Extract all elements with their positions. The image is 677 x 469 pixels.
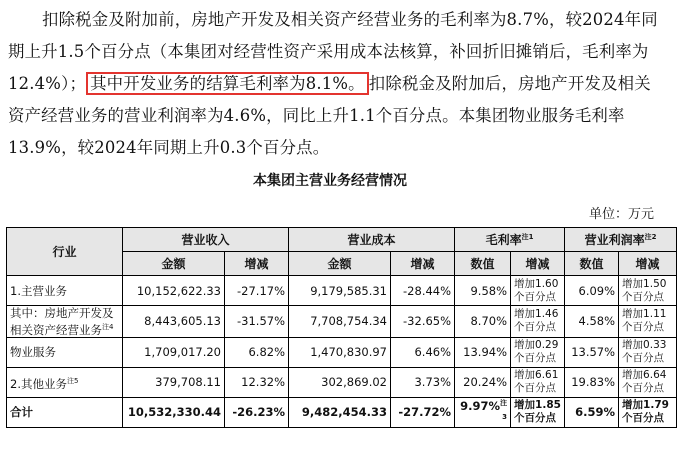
report-paragraph (8, 4, 660, 164)
revenue-cell: 1,709,017.20 (123, 337, 225, 367)
op-margin-cell: 6.09% (565, 276, 619, 306)
unit-label: 单位：万元 (588, 207, 654, 222)
revenue-change-cell: 6.82% (225, 337, 289, 367)
revenue-change-cell: -26.23% (225, 397, 289, 427)
subheader-value: 数值 (565, 252, 619, 276)
paragraph-part-2: 扣除税金及附加后，房地产开发及相关资产经营业务的营业利润率为4.6%，同比上升1.1个百分点。本集团物业服务毛利率13.9%，较2024年同期上升0.3个百分点。 (8, 74, 651, 157)
op-margin-change-cell: 增加1.11个百分点 (619, 306, 677, 338)
gross-margin-cell: 20.24% (455, 367, 511, 397)
header-industry: 行业 (7, 228, 123, 276)
op-margin-cell: 13.57% (565, 337, 619, 367)
revenue-cell: 10,152,622.33 (123, 276, 225, 306)
cost-cell: 1,470,830.97 (289, 337, 391, 367)
cost-change-cell: -28.44% (391, 276, 455, 306)
revenue-cell: 10,532,330.44 (123, 397, 225, 427)
revenue-change-cell: -27.17% (225, 276, 289, 306)
business-table (6, 227, 677, 428)
table-row (7, 276, 677, 306)
total-row (7, 397, 677, 427)
gross-margin-change-cell: 增加1.46个百分点 (511, 306, 565, 338)
cost-change-cell: -27.72% (391, 397, 455, 427)
op-margin-change-cell: 增加1.79个百分点 (619, 397, 677, 427)
row-name: 1.主营业务 (7, 276, 123, 306)
gross-margin-cell: 9.58% (455, 276, 511, 306)
subheader-change: 增减 (511, 252, 565, 276)
op-margin-change-cell: 增加6.64个百分点 (619, 367, 677, 397)
gross-margin-cell: 13.94% (455, 337, 511, 367)
subheader-amount: 金额 (123, 252, 225, 276)
revenue-cell: 8,443,605.13 (123, 306, 225, 338)
gross-margin-change-cell: 增加1.85个百分点 (511, 397, 565, 427)
cost-cell: 9,179,585.31 (289, 276, 391, 306)
table-row (7, 337, 677, 367)
table-row (7, 367, 677, 397)
row-name: 合计 (7, 397, 123, 427)
op-margin-cell: 19.83% (565, 367, 619, 397)
op-margin-change-cell: 增加0.33个百分点 (619, 337, 677, 367)
subheader-value: 数值 (455, 252, 511, 276)
subheader-change: 增减 (225, 252, 289, 276)
highlighted-sentence: 其中开发业务的结算毛利率为8.1%。 (86, 72, 369, 95)
op-margin-cell: 6.59% (565, 397, 619, 427)
gross-margin-cell: 9.97%$^{注3}$ (455, 397, 511, 427)
gross-margin-change-cell: 增加0.29个百分点 (511, 337, 565, 367)
header-gross-margin: 毛利率$^{注1}$ (455, 228, 565, 252)
subheader-change: 增减 (619, 252, 677, 276)
revenue-change-cell: -31.57% (225, 306, 289, 338)
header-cost: 营业成本 (289, 228, 455, 252)
header-revenue: 营业收入 (123, 228, 289, 252)
table-row (7, 306, 677, 338)
table-title: 本集团主营业务经营情况 (253, 173, 407, 189)
gross-margin-change-cell: 增加6.61个百分点 (511, 367, 565, 397)
header-op-margin: 营业利润率$^{注2}$ (565, 228, 677, 252)
revenue-cell: 379,708.11 (123, 367, 225, 397)
subheader-amount: 金额 (289, 252, 391, 276)
paragraph-part-1: 扣除税金及附加前，房地产开发及相关资产经营业务的毛利率为8.7%，较2024年同期上升1.5个百分点（本集团对经营性资产采用成本法核算，补回折旧摊销后，毛利率为12.4%）； (8, 10, 658, 93)
row-name: 2.其他业务$^{注5}$ (7, 367, 123, 397)
cost-cell: 7,708,754.34 (289, 306, 391, 338)
row-name: 物业服务 (7, 337, 123, 367)
row-name: 其中：房地产开发及相关资产经营业务$^{注4}$ (7, 306, 123, 338)
subheader-change: 增减 (391, 252, 455, 276)
cost-change-cell: -32.65% (391, 306, 455, 338)
cost-cell: 302,869.02 (289, 367, 391, 397)
op-margin-change-cell: 增加1.50个百分点 (619, 276, 677, 306)
cost-change-cell: 3.73% (391, 367, 455, 397)
op-margin-cell: 4.58% (565, 306, 619, 338)
cost-change-cell: 6.46% (391, 337, 455, 367)
gross-margin-change-cell: 增加1.60个百分点 (511, 276, 565, 306)
gross-margin-cell: 8.70% (455, 306, 511, 338)
revenue-change-cell: 12.32% (225, 367, 289, 397)
cost-cell: 9,482,454.33 (289, 397, 391, 427)
